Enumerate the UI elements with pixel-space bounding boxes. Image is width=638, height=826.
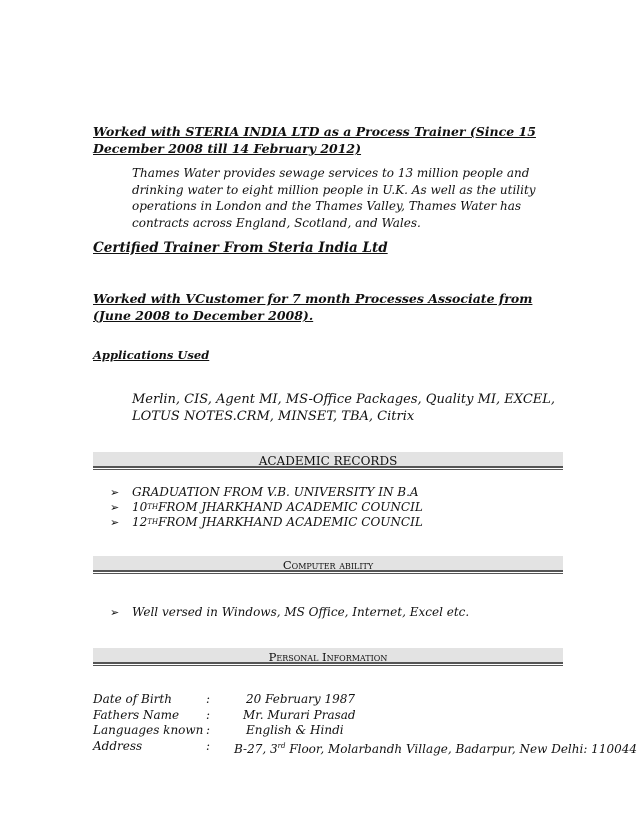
applications-heading: Applications Used [93, 348, 210, 362]
academic-section-bar [93, 452, 563, 470]
experience-heading-steria: Worked with STERIA INDIA LTD as a Process Trainer (Since 15 December 2008 till 14 February 2012) [93, 124, 536, 156]
certification-heading: Certified Trainer From Steria India Ltd [93, 240, 388, 256]
computer-item: ➢ Well versed in Windows, MS Office, Internet, Excel etc. [110, 605, 470, 619]
arrowhead-bullet-icon: ➢ [110, 486, 120, 499]
applications-list: Merlin, CIS, Agent MI, MS-Office Packages, Quality MI, EXCEL, LOTUS NOTES.CRM, MINSET, TBA, Citrix [132, 392, 556, 424]
arrowhead-bullet-icon: ➢ [110, 606, 120, 619]
academic-list [110, 485, 423, 530]
academic-item: ➢ 10 TH FROM JHARKHAND ACADEMIC COUNCIL [110, 500, 423, 514]
academic-item: ➢ 12 TH FROM JHARKHAND ACADEMIC COUNCIL [110, 515, 423, 529]
computer-section-bar [93, 556, 563, 574]
personal-info-row: Languages known : English & Hindi [93, 723, 344, 737]
arrowhead-bullet-icon: ➢ [110, 501, 120, 514]
personal-section-title: Personal Information [268, 650, 388, 664]
personal-info-row: Fathers Name : Mr. Murari Prasad [93, 707, 356, 722]
personal-info-table [93, 692, 637, 757]
experience-description: Thames Water provides sewage services to 13 million people and drinking water to eight million people in U.K. As well as the utility operations in London and the Thames Valley, Thames Water has contracts across England, Scotland, and Wales. [132, 166, 536, 230]
academic-section-title: ACADEMIC RECORDS [258, 454, 398, 468]
academic-item: ➢ GRADUATION FROM V.B. UNIVERSITY IN B.A [110, 485, 419, 499]
personal-info-row: Address : B-27, 3rd Floor, Molarbandh Village, Badarpur, New Delhi: 110044 [93, 738, 637, 756]
experience-heading-vcustomer: Worked with VCustomer for 7 month Processes Associate from (June 2008 to December 2008). [93, 291, 533, 323]
personal-section-bar [93, 648, 563, 666]
computer-list [110, 605, 469, 620]
computer-section-title: Computer ability [282, 558, 374, 572]
arrowhead-bullet-icon: ➢ [110, 516, 120, 529]
personal-info-row: Date of Birth : 20 February 1987 [93, 692, 356, 706]
